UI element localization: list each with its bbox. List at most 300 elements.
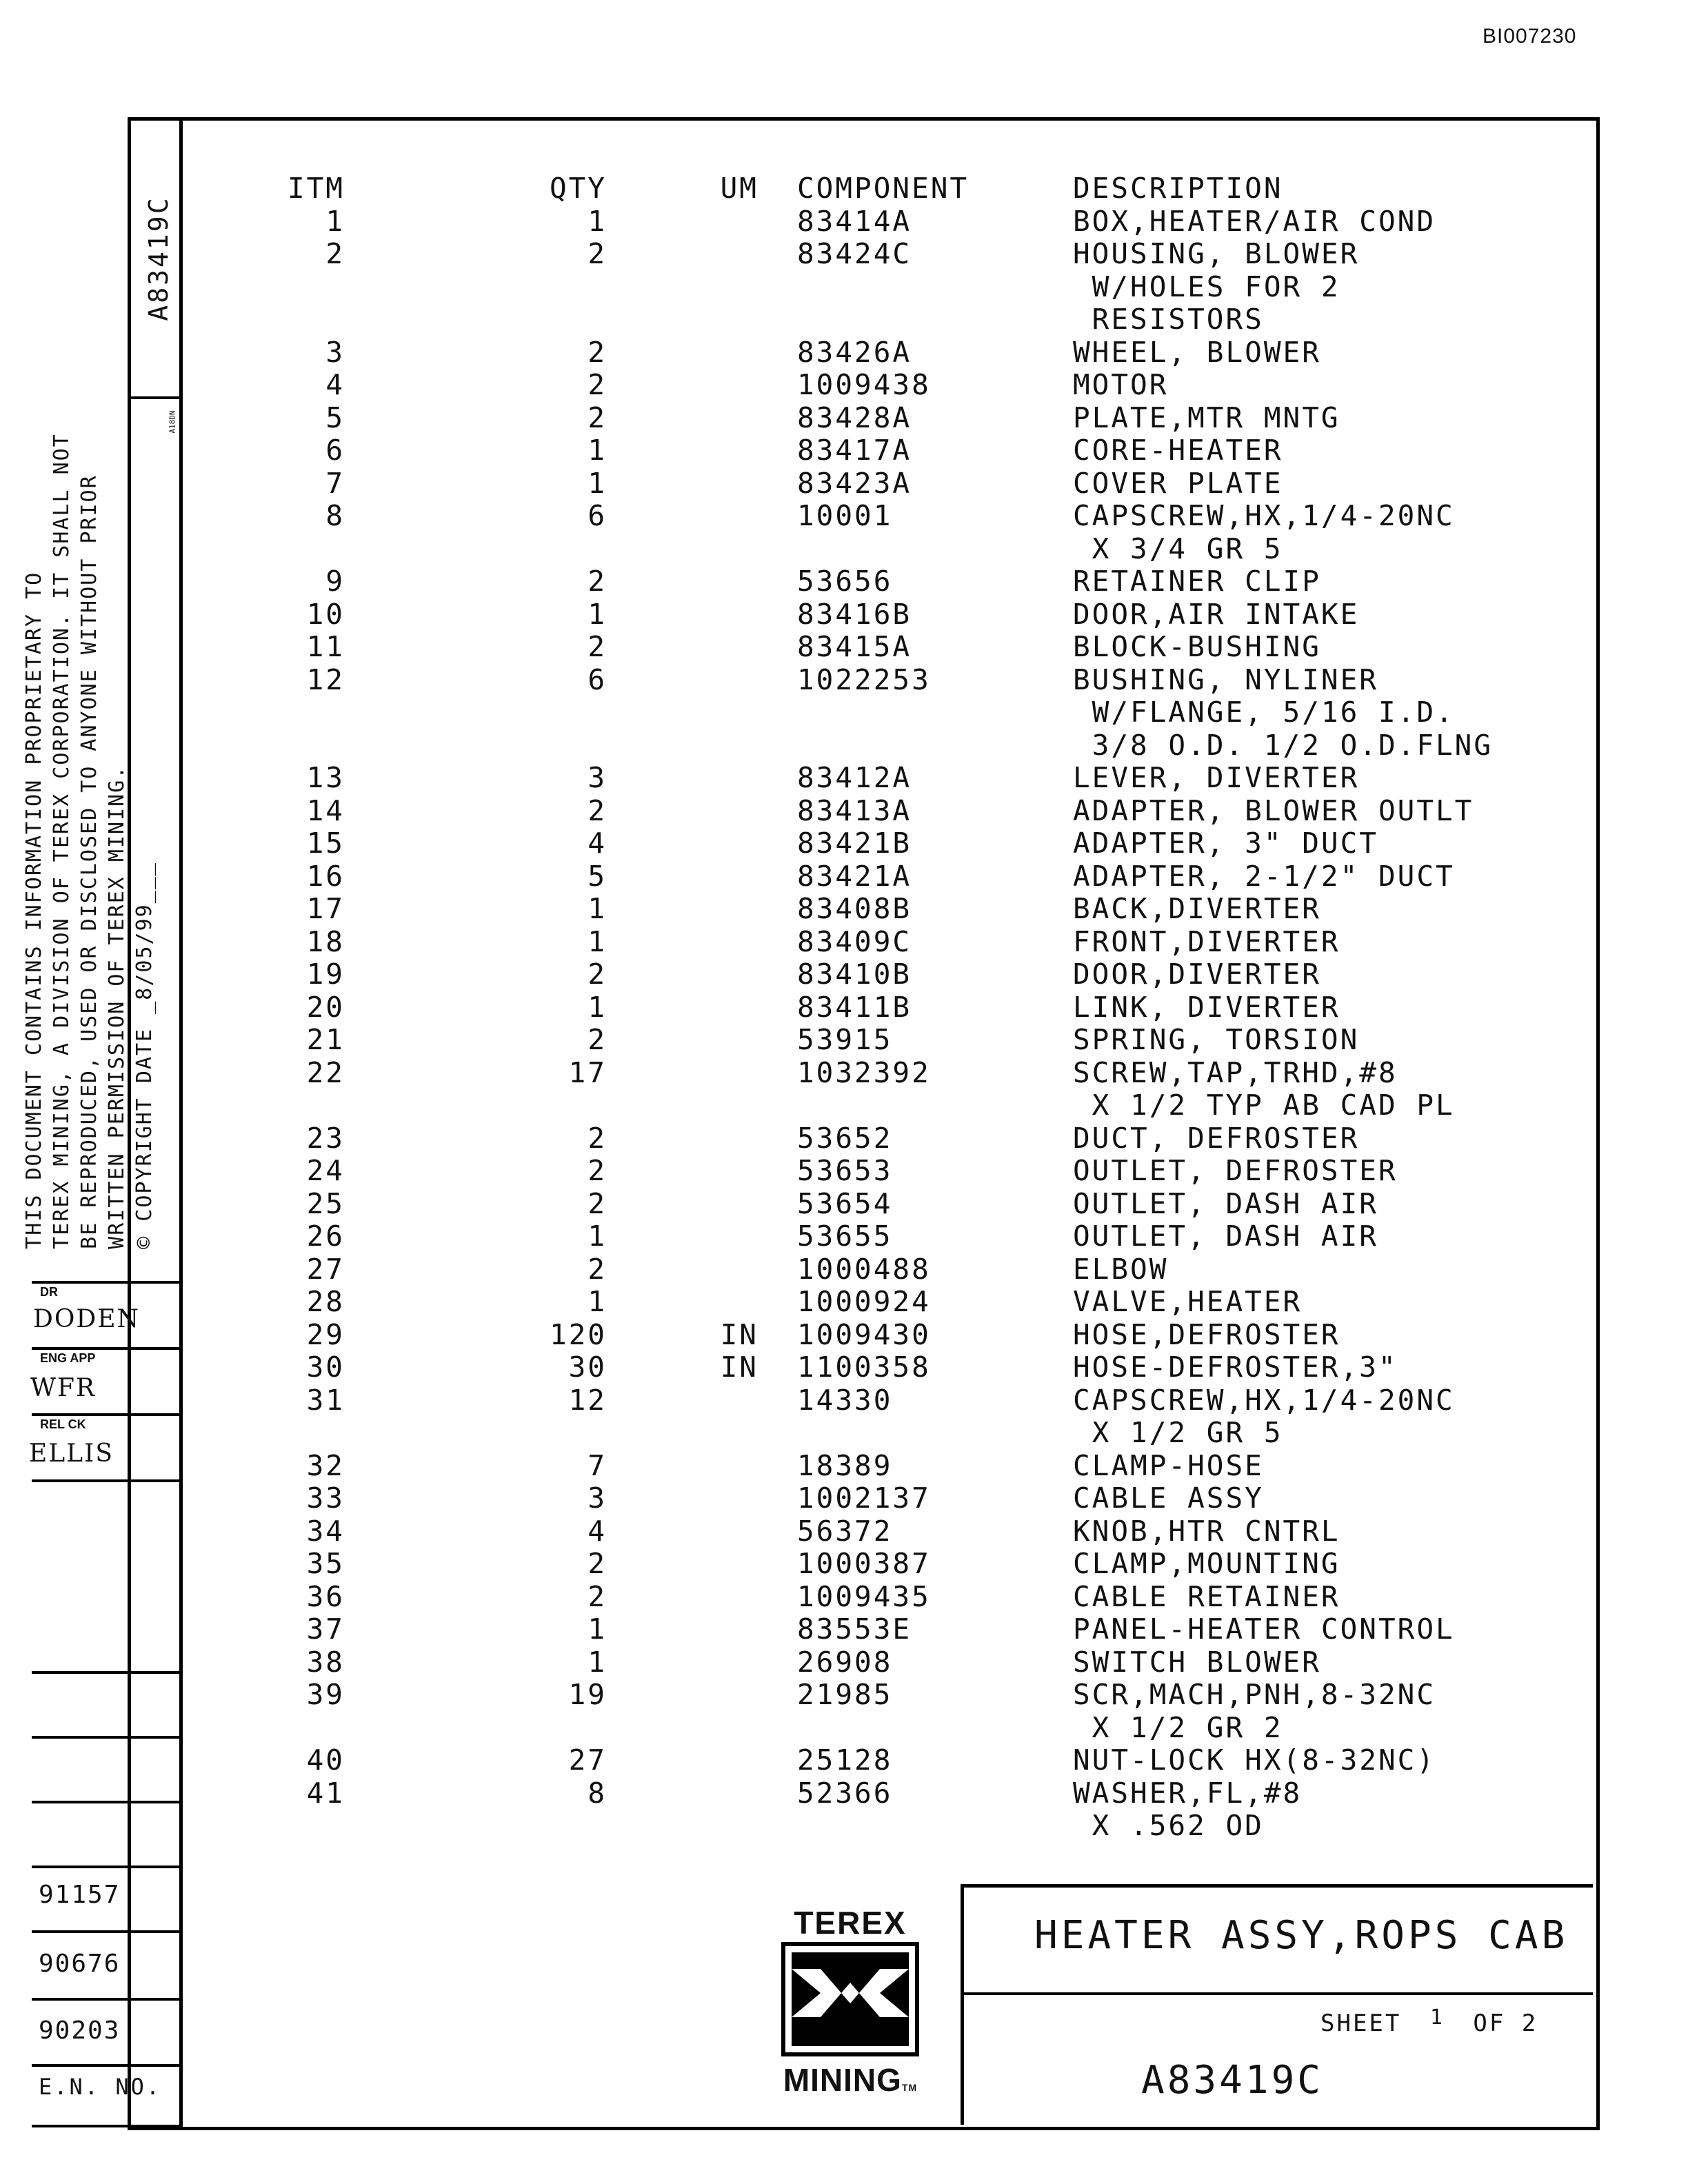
item-number: 30	[306, 1351, 345, 1384]
quantity: 1	[587, 1645, 607, 1679]
table-row	[228, 729, 1528, 762]
item-number: 33	[306, 1482, 345, 1515]
item-number	[228, 1712, 345, 1745]
table-row	[228, 664, 1528, 697]
unit-of-measure	[607, 1515, 779, 1548]
item-number: 18	[306, 924, 345, 958]
description: DUCT, DEFROSTER	[1073, 1121, 1360, 1155]
unit-of-measure	[607, 402, 779, 435]
item-number: 36	[306, 1579, 345, 1613]
item-number: 39	[306, 1678, 345, 1711]
unit-of-measure	[607, 860, 779, 893]
table-row	[228, 533, 1528, 566]
description: ADAPTER, 3" DUCT	[1073, 827, 1378, 860]
table-row	[228, 991, 1528, 1024]
item-number: 1	[325, 204, 345, 238]
item-number: 14	[306, 793, 345, 827]
quantity: 1	[587, 597, 607, 631]
proprietary-notice	[21, 433, 159, 1249]
table-row	[228, 1450, 1528, 1483]
description: DOOR,AIR INTAKE	[1073, 597, 1360, 631]
component-number: 83416B	[797, 597, 912, 631]
component-number: 83421B	[797, 827, 912, 860]
item-number: 24	[306, 1154, 345, 1187]
terex-mining-logo	[778, 1904, 923, 2099]
unit-of-measure	[607, 1384, 779, 1417]
item-number: 4	[325, 368, 345, 401]
quantity: 6	[587, 663, 607, 696]
description: ELBOW	[1073, 1252, 1169, 1286]
quantity: 2	[587, 1023, 607, 1056]
table-row	[228, 1712, 1528, 1745]
component-number	[779, 1712, 1073, 1745]
item-number	[228, 303, 345, 336]
component-number: 56372	[797, 1514, 893, 1548]
notice-line: THIS DOCUMENT CONTAINS INFORMATION PROPRIETARY TO	[22, 571, 46, 1249]
component-number	[779, 729, 1073, 762]
table-row	[228, 926, 1528, 959]
notice-line: WRITTEN PERMISSION OF TEREX MINING.	[105, 765, 129, 1249]
item-number	[228, 1089, 345, 1122]
quantity: 27	[568, 1743, 607, 1777]
table-row	[228, 1482, 1528, 1515]
item-number: 34	[306, 1514, 345, 1548]
bill-of-materials	[228, 172, 1528, 1843]
unit-of-measure	[607, 1122, 779, 1155]
description: OUTLET, DASH AIR	[1073, 1220, 1378, 1253]
table-row	[228, 893, 1528, 926]
unit-of-measure	[607, 1777, 779, 1810]
document-id: BI007230	[1483, 25, 1577, 48]
description: CABLE RETAINER	[1073, 1579, 1340, 1613]
table-row	[228, 434, 1528, 467]
table-row	[228, 402, 1528, 435]
component-number	[779, 1417, 1073, 1450]
item-number: 38	[306, 1645, 345, 1679]
unit-of-measure	[607, 664, 779, 697]
unit-of-measure	[607, 1679, 779, 1712]
description: RETAINER CLIP	[1073, 565, 1321, 598]
unit-of-measure	[607, 1188, 779, 1221]
component-number: 83411B	[797, 990, 912, 1024]
description: HOSE-DEFROSTER,3"	[1073, 1351, 1398, 1384]
item-number: 29	[306, 1317, 345, 1351]
description: BLOCK-BUSHING	[1073, 630, 1321, 663]
item-number: 16	[306, 859, 345, 893]
component-number: 1032392	[797, 1055, 931, 1089]
table-row	[228, 1679, 1528, 1712]
quantity	[345, 1810, 607, 1843]
small-mark: A18DN	[168, 410, 177, 434]
quantity: 2	[587, 1547, 607, 1580]
quantity: 2	[587, 958, 607, 991]
logo-emblem-icon	[778, 1941, 923, 2059]
component-number	[779, 533, 1073, 566]
component-number: 83408B	[797, 892, 912, 925]
sheet-number: 1	[1429, 2005, 1445, 2030]
component-number: 83553E	[797, 1612, 912, 1646]
table-row	[228, 1646, 1528, 1679]
item-number: 2	[325, 237, 345, 270]
title-block-divider	[961, 1992, 1593, 1995]
component-number: 14330	[797, 1383, 893, 1417]
item-number: 11	[306, 630, 345, 663]
table-row	[228, 860, 1528, 893]
description: X 3/4 GR 5	[1073, 532, 1283, 565]
divider	[32, 1736, 179, 1739]
quantity: 17	[568, 1055, 607, 1089]
table-row	[228, 1417, 1528, 1450]
unit-of-measure	[607, 729, 779, 762]
description: ADAPTER, 2-1/2" DUCT	[1073, 859, 1455, 893]
component-number: 83424C	[797, 237, 912, 270]
quantity: 4	[587, 1514, 607, 1548]
quantity: 6	[587, 499, 607, 532]
item-number: 28	[306, 1285, 345, 1318]
component-number: 83410B	[797, 958, 912, 991]
unit-of-measure	[607, 1220, 779, 1253]
quantity: 2	[587, 793, 607, 827]
component-number: 83409C	[797, 924, 912, 958]
quantity: 3	[587, 1482, 607, 1515]
description: LEVER, DIVERTER	[1073, 761, 1360, 794]
component-number: 52366	[797, 1776, 893, 1810]
item-number: 10	[306, 597, 345, 631]
component-number: 1022253	[797, 663, 931, 696]
unit-of-measure	[607, 1417, 779, 1450]
quantity	[345, 696, 607, 729]
description: OUTLET, DEFROSTER	[1073, 1154, 1398, 1187]
component-number: 83413A	[797, 793, 912, 827]
quantity: 4	[587, 827, 607, 860]
unit-of-measure	[607, 1581, 779, 1614]
table-row	[228, 1581, 1528, 1614]
component-number: 1009435	[797, 1579, 931, 1613]
sheet-info	[1320, 2005, 1538, 2037]
unit-of-measure	[607, 1253, 779, 1286]
description: RESISTORS	[1073, 303, 1264, 336]
quantity: 2	[587, 1154, 607, 1187]
table-row	[228, 795, 1528, 828]
drawing-title: HEATER ASSY,ROPS CAB	[1034, 1913, 1569, 1958]
description: COVER PLATE	[1073, 466, 1283, 500]
unit-of-measure	[607, 631, 779, 664]
unit-of-measure	[607, 434, 779, 467]
divider	[32, 2125, 179, 2127]
quantity	[345, 1712, 607, 1745]
quantity: 12	[568, 1383, 607, 1417]
description: X .562 OD	[1073, 1809, 1264, 1842]
unit-of-measure	[607, 958, 779, 991]
component-number: 21985	[797, 1678, 893, 1711]
header-qty: QTY	[549, 172, 607, 205]
item-number: 40	[306, 1743, 345, 1777]
item-number: 25	[306, 1186, 345, 1220]
unit-of-measure	[607, 238, 779, 271]
item-number: 20	[306, 990, 345, 1024]
eng-app-label: ENG APP	[40, 1351, 96, 1365]
item-number	[228, 533, 345, 566]
table-row	[228, 1155, 1528, 1188]
description: CAPSCREW,HX,1/4-20NC	[1073, 1383, 1455, 1417]
divider	[32, 1930, 179, 1933]
item-number	[228, 729, 345, 762]
quantity: 2	[587, 368, 607, 401]
unit-of-measure	[607, 467, 779, 501]
description: OUTLET, DASH AIR	[1073, 1186, 1378, 1220]
description: SPRING, TORSION	[1073, 1023, 1360, 1056]
item-number: 12	[306, 663, 345, 696]
component-number: 53653	[797, 1154, 893, 1187]
unit-of-measure	[607, 1286, 779, 1319]
component-number: 53915	[797, 1023, 893, 1056]
component-number: 1000924	[797, 1285, 931, 1318]
table-row	[228, 303, 1528, 336]
quantity	[345, 271, 607, 304]
quantity: 1	[587, 466, 607, 500]
description: VALVE,HEATER	[1073, 1285, 1303, 1318]
item-number	[228, 271, 345, 304]
table-row	[228, 1515, 1528, 1548]
component-number: 1100358	[797, 1351, 931, 1384]
description: CORE-HEATER	[1073, 434, 1283, 467]
item-number: 22	[306, 1055, 345, 1089]
item-number: 8	[325, 499, 345, 532]
description: SWITCH BLOWER	[1073, 1645, 1321, 1679]
table-row	[228, 1057, 1528, 1090]
table-row	[228, 762, 1528, 795]
item-number: 21	[306, 1023, 345, 1056]
item-number: 31	[306, 1383, 345, 1417]
unit-of-measure	[607, 303, 779, 336]
quantity: 1	[587, 204, 607, 238]
component-number: 53654	[797, 1186, 893, 1220]
logo-mining-text: MINING	[783, 2062, 902, 2098]
quantity: 2	[587, 1252, 607, 1286]
item-number: 32	[306, 1448, 345, 1482]
component-number: 1000387	[797, 1547, 931, 1580]
item-number: 23	[306, 1121, 345, 1155]
quantity: 1	[587, 990, 607, 1024]
unit-of-measure	[607, 795, 779, 828]
unit-of-measure: IN	[720, 1317, 758, 1351]
sheet-label: SHEET	[1320, 2010, 1402, 2037]
table-row	[228, 1089, 1528, 1122]
description: BUSHING, NYLINER	[1073, 663, 1378, 696]
table-row	[228, 696, 1528, 729]
component-number	[779, 271, 1073, 304]
divider	[32, 1347, 179, 1350]
dr-label: DR	[40, 1285, 58, 1299]
component-number	[779, 1089, 1073, 1122]
table-row	[228, 1384, 1528, 1417]
unit-of-measure	[607, 762, 779, 795]
description: WHEEL, BLOWER	[1073, 335, 1321, 369]
unit-of-measure	[607, 1744, 779, 1777]
description: W/FLANGE, 5/16 I.D.	[1073, 696, 1455, 729]
item-number: 17	[306, 892, 345, 925]
notice-line: © COPYRIGHT DATE _8/05/99___	[132, 862, 157, 1249]
header-description: DESCRIPTION	[1073, 172, 1283, 205]
unit-of-measure	[607, 1089, 779, 1122]
component-number: 83412A	[797, 761, 912, 794]
unit-of-measure	[607, 565, 779, 598]
description: LINK, DIVERTER	[1073, 990, 1340, 1024]
item-number: 13	[306, 761, 345, 794]
description: W/HOLES FOR 2	[1073, 270, 1340, 303]
dr-name: DODEN	[33, 1305, 141, 1333]
left-border-line	[179, 117, 183, 2130]
item-number	[228, 1417, 345, 1450]
unit-of-measure	[607, 1482, 779, 1515]
quantity: 2	[587, 1186, 607, 1220]
en-number: 90203	[39, 2016, 121, 2045]
table-row	[228, 958, 1528, 991]
description: CAPSCREW,HX,1/4-20NC	[1073, 499, 1455, 532]
description: PLATE,MTR MNTG	[1073, 401, 1340, 434]
en-number: 91157	[39, 1881, 121, 1909]
quantity	[345, 533, 607, 566]
item-number: 41	[306, 1776, 345, 1810]
component-number: 83426A	[797, 335, 912, 369]
description: HOUSING, BLOWER	[1073, 237, 1360, 270]
en-number: 90676	[39, 1950, 121, 1978]
divider	[32, 1671, 179, 1674]
divider	[32, 2064, 179, 2067]
description: CLAMP,MOUNTING	[1073, 1547, 1340, 1580]
unit-of-measure	[607, 1712, 779, 1745]
component-number: 53656	[797, 565, 893, 598]
table-row	[228, 1777, 1528, 1810]
description: HOSE,DEFROSTER	[1073, 1317, 1340, 1351]
component-number: 1009438	[797, 368, 931, 401]
component-number: 53655	[797, 1220, 893, 1253]
description: FRONT,DIVERTER	[1073, 924, 1340, 958]
table-row	[228, 1319, 1528, 1352]
sheet-total: OF 2	[1473, 2010, 1538, 2037]
item-number	[228, 696, 345, 729]
item-number: 15	[306, 827, 345, 860]
divider	[32, 1413, 179, 1416]
header-itm: ITM	[287, 172, 345, 205]
unit-of-measure	[607, 205, 779, 239]
table-row	[228, 1613, 1528, 1646]
table-row	[228, 631, 1528, 664]
logo-bottom-text	[778, 2061, 923, 2099]
table-row	[228, 1810, 1528, 1843]
quantity: 3	[587, 761, 607, 794]
item-number: 6	[325, 434, 345, 467]
table-row	[228, 1351, 1528, 1384]
component-number: 83415A	[797, 630, 912, 663]
quantity: 1	[587, 1285, 607, 1318]
quantity: 2	[587, 1121, 607, 1155]
table-row	[228, 271, 1528, 304]
table-row	[228, 1122, 1528, 1155]
table-row	[228, 1220, 1528, 1253]
component-number: 18389	[797, 1448, 893, 1482]
quantity: 1	[587, 924, 607, 958]
quantity	[345, 303, 607, 336]
quantity: 1	[587, 1220, 607, 1253]
item-number: 35	[306, 1547, 345, 1580]
description: ADAPTER, BLOWER OUTLT	[1073, 793, 1474, 827]
eng-app-name: WFR	[30, 1374, 97, 1402]
header-um: UM	[720, 172, 758, 205]
quantity: 5	[587, 859, 607, 893]
quantity: 1	[587, 1612, 607, 1646]
component-number: 26908	[797, 1645, 893, 1679]
component-number	[779, 696, 1073, 729]
table-header-row	[228, 172, 1528, 205]
bom-rows	[228, 205, 1528, 1843]
quantity: 7	[587, 1448, 607, 1482]
component-number: 83414A	[797, 204, 912, 238]
unit-of-measure	[607, 271, 779, 304]
quantity: 2	[587, 237, 607, 270]
quantity	[345, 1089, 607, 1122]
notice-line: TEREX MINING, A DIVISION OF TEREX CORPORATION. IT SHALL NOT	[50, 433, 74, 1249]
item-number: 5	[325, 401, 345, 434]
header-component: COMPONENT	[797, 172, 969, 205]
item-number: 27	[306, 1252, 345, 1286]
unit-of-measure	[607, 696, 779, 729]
description: BOX,HEATER/AIR COND	[1073, 204, 1436, 238]
description: CLAMP-HOSE	[1073, 1448, 1264, 1482]
unit-of-measure	[607, 1548, 779, 1581]
divider	[32, 1998, 179, 2001]
component-number	[779, 303, 1073, 336]
description: PANEL-HEATER CONTROL	[1073, 1612, 1455, 1646]
description: SCR,MACH,PNH,8-32NC	[1073, 1678, 1436, 1711]
quantity: 2	[587, 401, 607, 434]
item-number: 19	[306, 958, 345, 991]
description: WASHER,FL,#8	[1073, 1776, 1303, 1810]
component-number: 83421A	[797, 859, 912, 893]
component-number: 1002137	[797, 1482, 931, 1515]
description: NUT-LOCK HX(8-32NC)	[1073, 1743, 1436, 1777]
quantity: 2	[587, 565, 607, 598]
unit-of-measure	[607, 500, 779, 533]
table-row	[228, 467, 1528, 501]
quantity: 19	[568, 1678, 607, 1711]
table-row	[228, 827, 1528, 860]
description: 3/8 O.D. 1/2 O.D.FLNG	[1073, 728, 1494, 762]
quantity: 120	[549, 1317, 607, 1351]
unit-of-measure	[607, 1024, 779, 1057]
divider	[32, 1801, 179, 1803]
table-row	[228, 598, 1528, 631]
table-row	[228, 1548, 1528, 1581]
unit-of-measure	[607, 598, 779, 631]
component-number: 10001	[797, 499, 893, 532]
quantity: 30	[568, 1351, 607, 1384]
quantity: 1	[587, 892, 607, 925]
unit-of-measure	[607, 926, 779, 959]
quantity: 2	[587, 630, 607, 663]
quantity: 2	[587, 1579, 607, 1613]
notice-line: BE REPRODUCED, USED OR DISCLOSED TO ANYONE WITHOUT PRIOR	[77, 474, 101, 1249]
item-number: 26	[306, 1220, 345, 1253]
description: KNOB,HTR CNTRL	[1073, 1514, 1340, 1548]
divider	[32, 1479, 179, 1482]
table-row	[228, 1253, 1528, 1286]
component-number: 53652	[797, 1121, 893, 1155]
quantity	[345, 729, 607, 762]
description: X 1/2 TYP AB CAD PL	[1073, 1089, 1455, 1122]
unit-of-measure	[607, 1450, 779, 1483]
quantity: 1	[587, 434, 607, 467]
